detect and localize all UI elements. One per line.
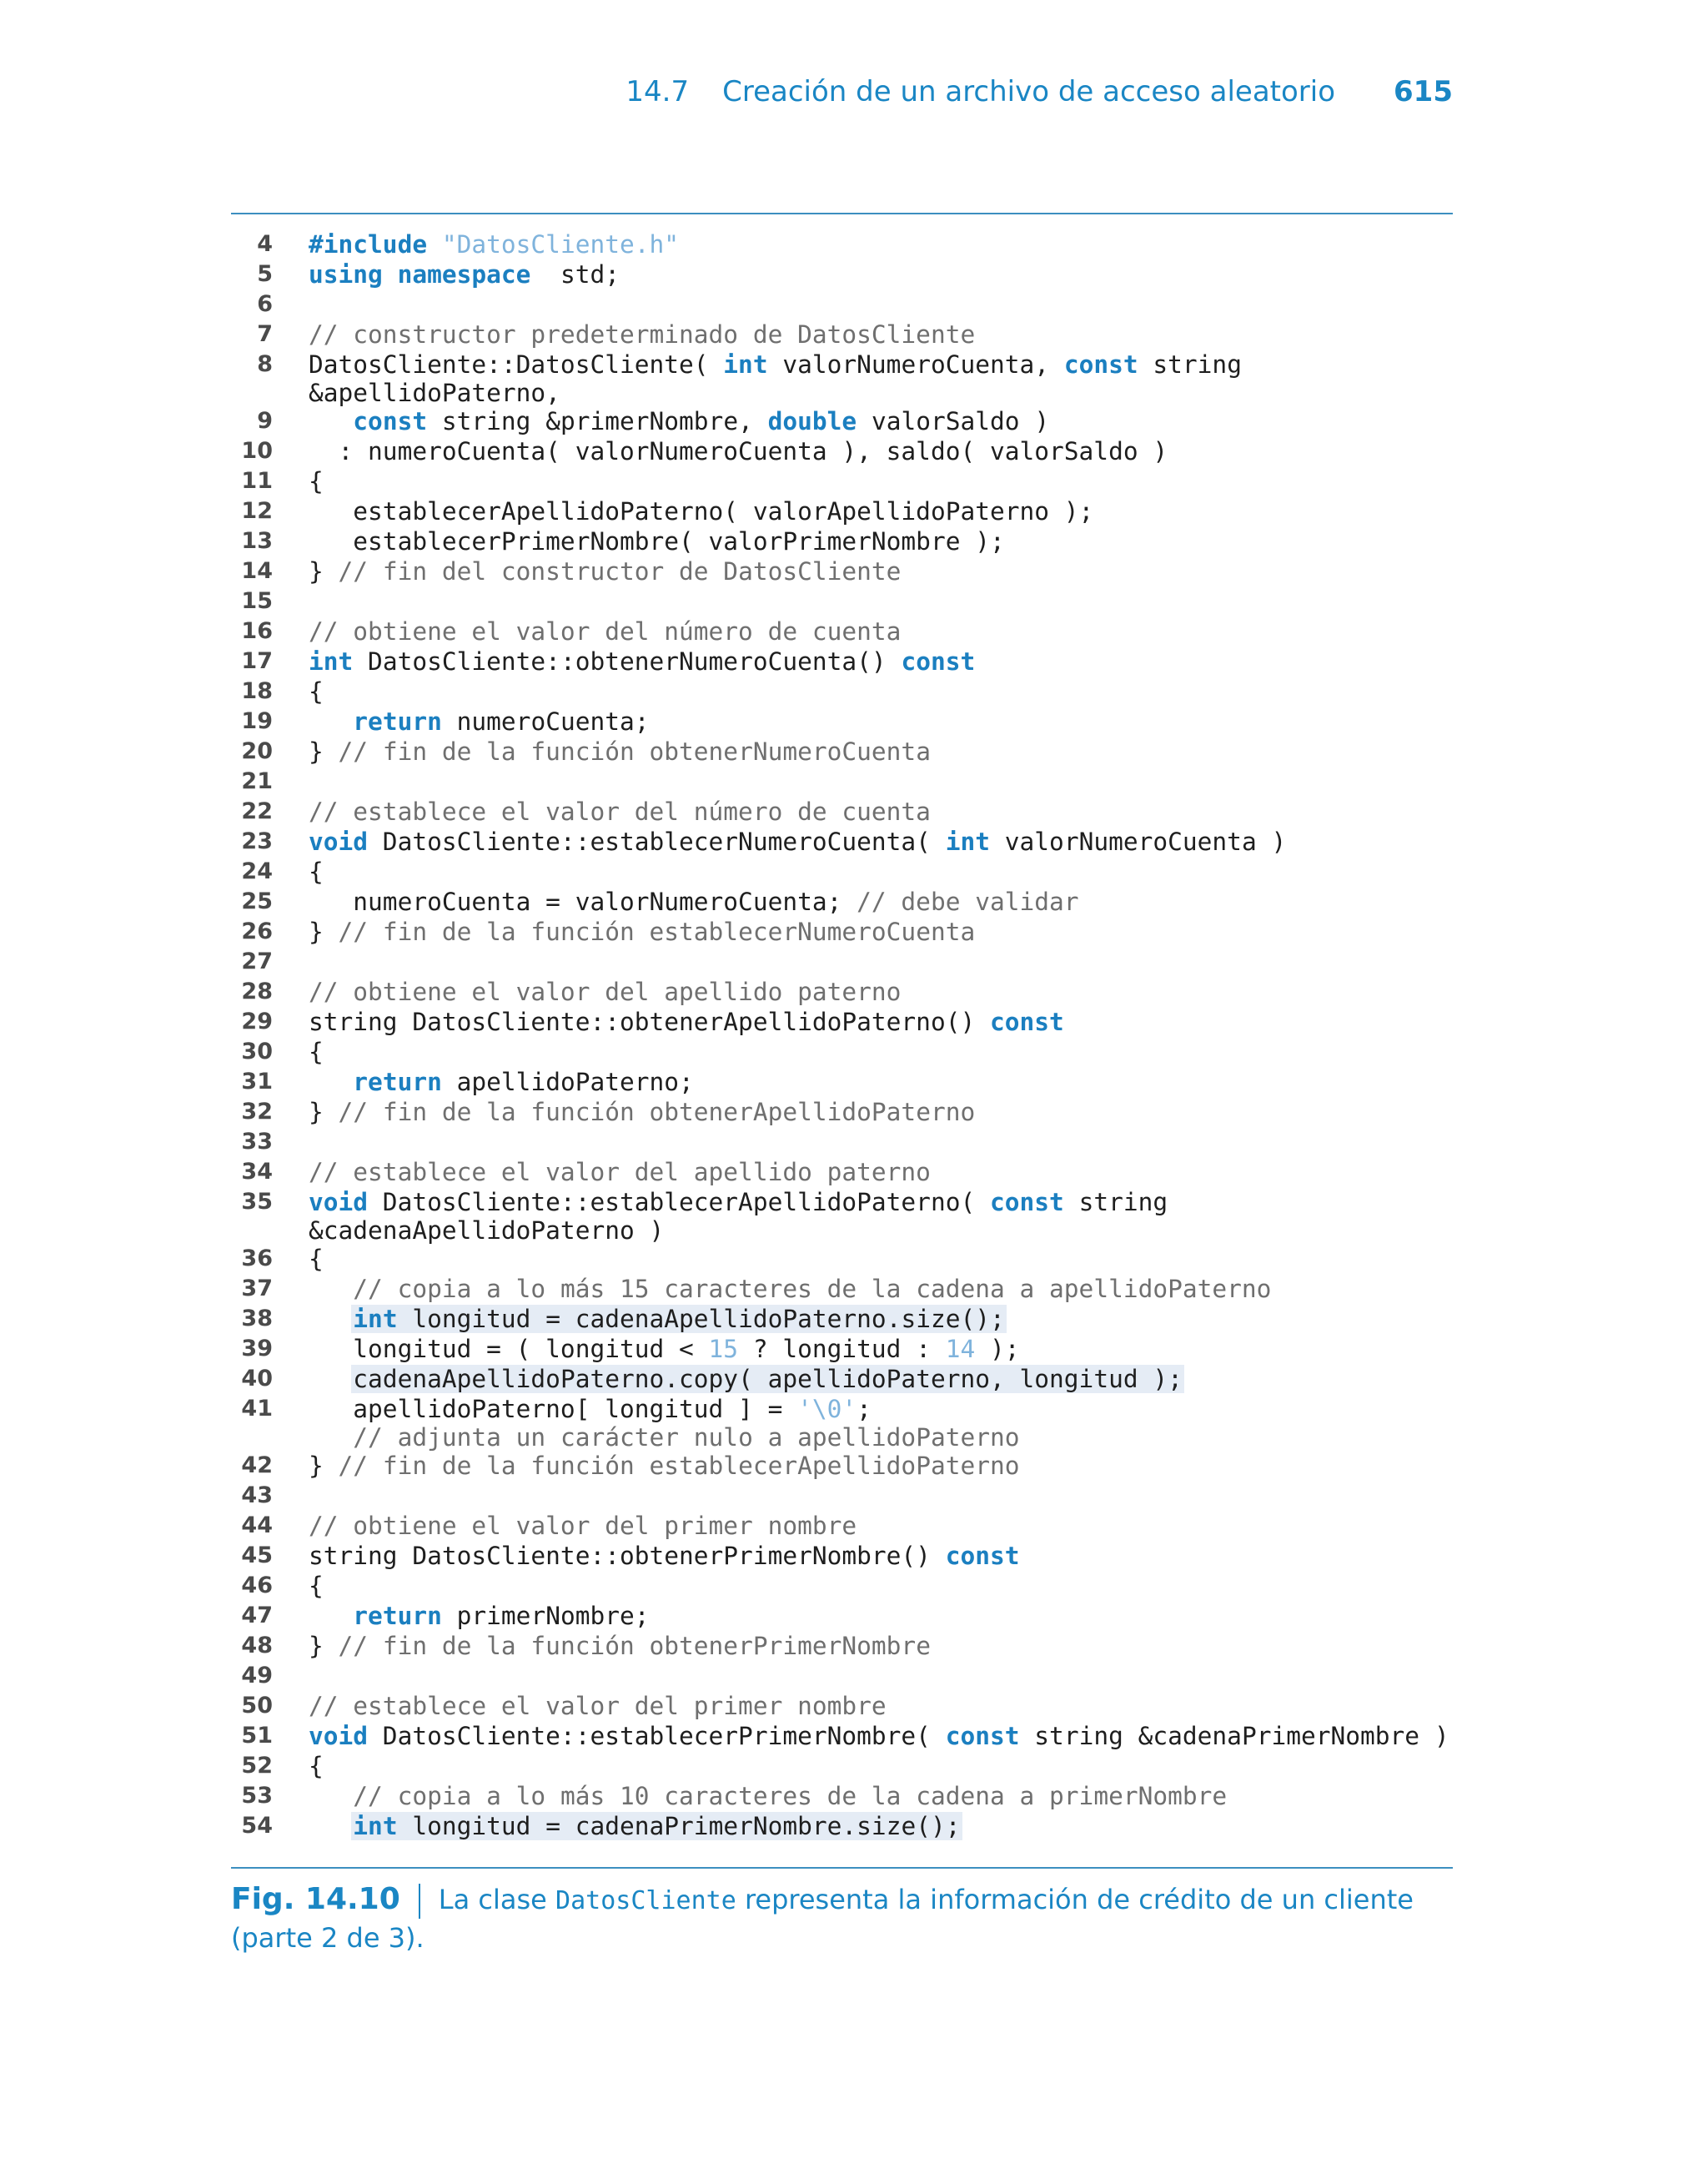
code-comment: // obtiene el valor del primer nombre [309,1512,857,1540]
line-code [309,707,1453,737]
line-code [309,887,1453,917]
code-text: numeroCuenta; [441,707,650,736]
code-line [231,977,1453,1007]
line-code [309,496,1453,526]
code-line [231,1751,1453,1781]
code-keyword: int [353,1812,398,1840]
line-code [309,1721,1453,1751]
line-number: 44 [241,1512,273,1538]
code-line [231,436,1453,466]
code-line [231,1691,1453,1721]
code-comment: // fin del constructor de DatosCliente [338,557,902,586]
line-code [309,1541,1453,1571]
code-line [231,1007,1453,1037]
code-text: std; [530,260,620,289]
code-text: string DatosCliente::obtenerApellidoPaterno() [309,1008,990,1036]
figure-caption [231,1881,1453,1956]
code-text: string &primerNombre, [427,407,768,435]
line-number: 27 [241,949,273,974]
line-number: 25 [241,888,273,914]
line-code [309,1157,1453,1187]
caption-code: DatosCliente [555,1886,736,1915]
line-code [309,1304,1453,1334]
line-code [309,737,1453,767]
code-text: ); [975,1335,1020,1363]
section-title: Creación de un archivo de acceso aleatorio [722,75,1336,108]
code-comment: // establece el valor del apellido paterno [309,1158,931,1186]
code-line [231,320,1453,350]
code-keyword: const [945,1542,1020,1570]
code-line [231,737,1453,767]
line-code [309,1364,1453,1394]
line-code [309,1244,1453,1274]
code-keyword: double [767,407,857,435]
line-code [309,1691,1453,1721]
code-text: &cadenaApellidoPaterno ) [309,1216,665,1245]
line-number: 32 [241,1099,273,1125]
line-number: 54 [241,1813,273,1839]
code-text: longitud = ( longitud < [309,1335,709,1363]
line-code [309,1127,1453,1157]
code-text: valorNumeroCuenta ) [990,828,1287,856]
line-number: 23 [241,828,273,854]
caption-divider [419,1884,420,1919]
code-text: } [309,557,339,586]
code-comment: // copia a lo más 15 caracteres de la cadena a apellidoPaterno [353,1275,1272,1303]
code-text: { [309,1752,324,1780]
code-text: } [309,1452,339,1480]
line-code [309,1631,1453,1661]
code-line [231,1157,1453,1187]
line-code [309,1751,1453,1781]
code-text: DatosCliente::establecerApellidoPaterno( [368,1188,990,1216]
line-code [309,947,1453,977]
code-comment: // adjunta un carácter nulo a apellidoPaterno [353,1423,1020,1452]
code-comment: // fin de la función establecerApellidoPaterno [338,1452,1020,1480]
code-line [231,1451,1453,1481]
code-text: ; [857,1395,872,1423]
code-keyword: const [989,1008,1064,1036]
line-number: 16 [241,618,273,644]
code-line [231,1601,1453,1631]
code-line [231,406,1453,436]
code-comment: // constructor predeterminado de DatosCliente [309,320,976,349]
caption-text-after: representa la información de crédito de un cliente (parte 2 de 3). [231,1884,1414,1954]
line-number: 4 [257,231,273,257]
caption-text-before: La clase [438,1884,556,1915]
code-line [231,827,1453,857]
code-line [231,466,1453,496]
code-line [231,1781,1453,1811]
line-code [309,1451,1453,1481]
code-line [231,1511,1453,1541]
code-comment: // fin de la función obtenerApellidoPaterno [338,1098,976,1126]
line-number: 42 [241,1452,273,1478]
code-text: } [309,1632,339,1660]
code-text: } [309,1098,339,1126]
code-bottom-rule [231,1867,1453,1869]
code-comment: // copia a lo más 10 caracteres de la cadena a primerNombre [353,1782,1228,1810]
line-number: 7 [257,321,273,347]
code-line [231,1274,1453,1304]
code-text: string &cadenaPrimerNombre ) [1019,1722,1449,1750]
code-line [231,647,1453,677]
code-line [231,350,1453,406]
line-number: 5 [257,261,273,287]
code-line [231,1571,1453,1601]
code-text: valorNumeroCuenta, [767,350,1064,379]
code-text: } [309,918,339,946]
section-number: 14.7 [625,75,690,108]
line-code [309,1007,1453,1037]
code-line [231,496,1453,526]
code-literal: 15 [708,1335,739,1363]
code-text: { [309,858,324,886]
line-code [309,1571,1453,1601]
code-text: } [309,737,339,766]
code-literal: 14 [945,1335,976,1363]
code-text: establecerApellidoPaterno( valorApellidoPaterno ); [309,497,1094,526]
line-number: 37 [241,1276,273,1301]
line-code [309,436,1453,466]
code-keyword: int [945,828,991,856]
line-code [309,1601,1453,1631]
code-line [231,1721,1453,1751]
code-keyword: const [990,1188,1064,1216]
page-number: 615 [1394,75,1453,108]
code-text: cadenaApellidoPaterno.copy( apellidoPaterno, longitud ); [353,1365,1183,1393]
code-line [231,677,1453,707]
code-line [231,947,1453,977]
code-text: string [1138,350,1242,379]
line-number: 46 [241,1573,273,1598]
code-line [231,797,1453,827]
line-number: 11 [241,468,273,494]
line-code [309,1661,1453,1691]
line-number: 35 [241,1189,273,1215]
line-number: 31 [241,1069,273,1095]
code-text: { [309,1038,324,1066]
line-code [309,917,1453,947]
code-text: { [309,677,324,706]
line-code [309,1187,1453,1217]
line-code [309,827,1453,857]
code-comment: // fin de la función obtenerNumeroCuenta [338,737,931,766]
code-keyword: int [723,350,768,379]
line-number: 40 [241,1366,273,1391]
line-code [309,259,1453,289]
line-code [309,406,1453,436]
line-number: 33 [241,1129,273,1155]
code-comment: // establece el valor del primer nombre [309,1692,887,1720]
code-line [231,707,1453,737]
code-text: { [309,1572,324,1600]
code-text [309,707,353,736]
highlighted-code [351,1365,1184,1393]
line-code [309,977,1453,1007]
code-line [231,1481,1453,1511]
code-keyword: int [353,1305,398,1333]
code-line [231,1067,1453,1097]
line-number: 39 [241,1336,273,1361]
line-number: 6 [257,291,273,317]
line-number: 45 [241,1542,273,1568]
line-code [309,586,1453,616]
line-number: 8 [257,351,273,377]
line-number: 15 [241,588,273,614]
line-continuation [309,1217,1453,1244]
line-number: 18 [241,678,273,704]
code-keyword: return [353,1068,442,1096]
code-keyword: int [309,647,354,676]
highlighted-code [351,1305,1006,1333]
code-line [231,1037,1453,1067]
line-number: 36 [241,1246,273,1271]
code-line [231,229,1453,259]
line-code [309,857,1453,887]
line-number: 43 [241,1482,273,1508]
code-comment: // obtiene el valor del apellido paterno [309,978,902,1006]
line-continuation [309,1424,1453,1451]
code-text [309,1068,353,1096]
code-text: string [1063,1188,1168,1216]
code-keyword: const [901,647,976,676]
highlighted-code [351,1812,962,1840]
running-header [0,75,1453,125]
line-code [309,1067,1453,1097]
line-code [309,677,1453,707]
code-listing [231,229,1453,1841]
code-comment: // debe validar [857,888,1079,916]
code-text: DatosCliente::establecerNumeroCuenta( [368,828,946,856]
line-number: 29 [241,1009,273,1034]
code-text [309,407,353,435]
code-top-rule [231,213,1453,214]
code-keyword: return [353,707,442,736]
line-code [309,320,1453,350]
line-number: 30 [241,1039,273,1064]
line-number: 53 [241,1783,273,1809]
code-text: numeroCuenta = valorNumeroCuenta; [309,888,857,916]
code-text: DatosCliente::obtenerNumeroCuenta() [353,647,902,676]
code-line [231,586,1453,616]
line-code [309,1274,1453,1304]
code-line [231,1364,1453,1394]
code-text [309,1423,353,1452]
line-number: 24 [241,858,273,884]
code-keyword: return [353,1602,442,1630]
line-code [309,1481,1453,1511]
line-code [309,350,1453,380]
line-code [309,1394,1453,1424]
line-code [309,1037,1453,1067]
line-number: 9 [257,408,273,434]
code-keyword: using namespace [309,260,531,289]
line-number: 13 [241,528,273,554]
line-code [309,1781,1453,1811]
code-text: DatosCliente::establecerPrimerNombre( [368,1722,946,1750]
code-text: longitud = cadenaApellidoPaterno.size(); [397,1305,1005,1333]
line-code [309,1097,1453,1127]
line-number: 41 [241,1396,273,1422]
line-number: 52 [241,1753,273,1779]
code-text: DatosCliente::DatosCliente( [309,350,724,379]
code-keyword: void [309,828,369,856]
code-text [309,1782,353,1810]
line-code [309,1334,1453,1364]
code-line [231,1304,1453,1334]
code-text: establecerPrimerNombre( valorPrimerNombre ); [309,527,1005,556]
line-code [309,647,1453,677]
code-line [231,1394,1453,1451]
code-line [231,857,1453,887]
code-comment: // fin de la función obtenerPrimerNombre [338,1632,931,1660]
line-number: 10 [241,438,273,464]
code-text: apellidoPaterno; [441,1068,694,1096]
code-line [231,1661,1453,1691]
code-text: ? longitud : [738,1335,946,1363]
line-code [309,556,1453,586]
code-text: { [309,1245,324,1273]
code-line [231,616,1453,647]
line-number: 28 [241,979,273,1004]
code-line [231,259,1453,289]
code-line [231,1244,1453,1274]
line-code [309,526,1453,556]
code-text: valorSaldo ) [857,407,1050,435]
line-number: 49 [241,1663,273,1688]
code-literal: "DatosCliente.h" [441,230,680,259]
line-code [309,797,1453,827]
code-text: string DatosCliente::obtenerPrimerNombre() [309,1542,946,1570]
line-number: 47 [241,1603,273,1628]
line-code [309,1811,1453,1841]
code-line [231,1187,1453,1244]
code-text: &apellidoPaterno, [309,379,560,407]
code-text: : numeroCuenta( valorNumeroCuenta ), saldo( valorSaldo ) [309,437,1168,465]
code-line [231,1127,1453,1157]
code-line [231,526,1453,556]
code-line [231,1631,1453,1661]
line-number: 51 [241,1723,273,1749]
code-line [231,1811,1453,1841]
line-number: 19 [241,708,273,734]
line-number: 38 [241,1306,273,1331]
code-comment: // obtiene el valor del número de cuenta [309,617,902,646]
code-line [231,917,1453,947]
code-keyword: const [945,1722,1020,1750]
line-code [309,767,1453,797]
line-number: 48 [241,1633,273,1658]
figure-label: Fig. 14.10 [231,1882,400,1916]
line-number: 14 [241,558,273,584]
code-text: apellidoPaterno[ longitud ] = [309,1395,798,1423]
code-text: { [309,467,324,496]
code-line [231,1334,1453,1364]
line-number: 21 [241,768,273,794]
code-line [231,1097,1453,1127]
line-code [309,466,1453,496]
code-line [231,767,1453,797]
code-keyword: const [353,407,428,435]
code-line [231,289,1453,320]
line-number: 34 [241,1159,273,1185]
code-text: primerNombre; [441,1602,650,1630]
line-number: 12 [241,498,273,524]
code-comment: // establece el valor del número de cuenta [309,798,931,826]
code-line [231,887,1453,917]
code-line [231,556,1453,586]
line-number: 26 [241,918,273,944]
line-code [309,229,1453,259]
code-comment: // fin de la función establecerNumeroCuenta [338,918,976,946]
line-number: 17 [241,648,273,674]
line-number: 22 [241,798,273,824]
code-line [231,1541,1453,1571]
line-number: 20 [241,738,273,764]
line-code [309,616,1453,647]
code-keyword: void [309,1188,369,1216]
line-code [309,289,1453,320]
code-text [309,1275,353,1303]
line-number: 50 [241,1693,273,1719]
code-keyword: #include [309,230,442,259]
line-code [309,1511,1453,1541]
code-keyword: const [1063,350,1138,379]
code-keyword: void [309,1722,369,1750]
line-continuation [309,380,1453,406]
code-text [309,1602,353,1630]
code-literal: '\0' [797,1395,857,1423]
code-text: longitud = cadenaPrimerNombre.size(); [397,1812,961,1840]
